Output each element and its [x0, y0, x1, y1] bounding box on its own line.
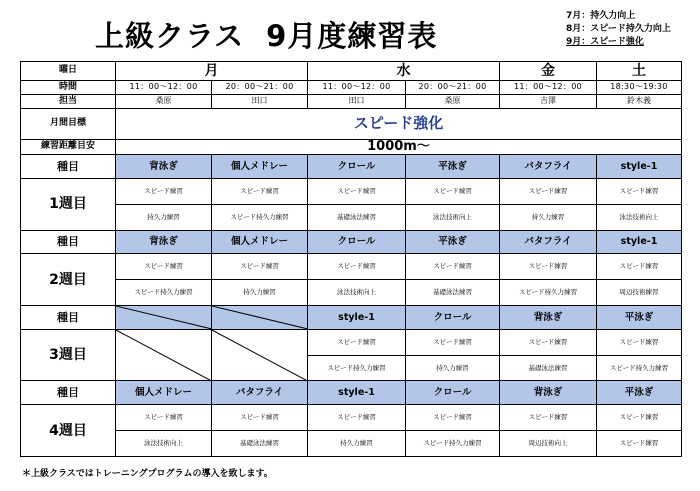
drill-cell: 周辺技術向上 [500, 431, 597, 457]
drill-cell: 持久力練習 [308, 431, 406, 457]
drill-cell: スピード練習 [406, 254, 500, 280]
goal-label: 月間目標 [21, 108, 116, 139]
time-label: 時間 [21, 80, 116, 94]
stroke-cell: 平泳ぎ [597, 305, 682, 329]
day-row [21, 62, 682, 81]
drill-cell: スピード持久力練習 [116, 280, 212, 306]
drill-cell: 周辺技術練習 [597, 280, 682, 306]
drill-cell: スピード練習 [597, 178, 682, 204]
coach-cell: 鈴木義 [597, 95, 682, 108]
week-label: 2週目 [21, 254, 116, 306]
stroke-cell: style-1 [308, 381, 406, 405]
time-cell: 20：00～21：00 [406, 80, 500, 94]
drill-cell: 泳法技術向上 [597, 204, 682, 230]
stroke-cell: バタフライ [500, 230, 597, 254]
stroke-label: 種目 [21, 155, 116, 179]
coach-cell: 田口 [308, 95, 406, 108]
stroke-cell: 平泳ぎ [597, 381, 682, 405]
coach-label: 担当 [21, 95, 116, 108]
stroke-row-week2 [21, 230, 682, 254]
drill-cell: スピード練習 [212, 254, 308, 280]
stroke-cell: 平泳ぎ [406, 230, 500, 254]
page-title [95, 14, 437, 55]
legend-item-current: 9月：スピード強化 [566, 37, 644, 47]
drill-cell: スピード練習 [597, 405, 682, 431]
drill-cell: スピード練習 [308, 405, 406, 431]
drill-cell: 基礎泳法練習 [212, 431, 308, 457]
drill-row [21, 178, 682, 204]
week-label: 1週目 [21, 178, 116, 230]
drill-cell: 泳法技術向上 [406, 204, 500, 230]
stroke-cell: クロール [406, 305, 500, 329]
stroke-cell: 背泳ぎ [116, 155, 212, 179]
distance-row [21, 139, 682, 155]
week-label: 3週目 [21, 329, 116, 381]
time-cell: 11：00～12：00 [500, 80, 597, 94]
drill-cell: 持久力練習 [406, 355, 500, 381]
drill-row [21, 405, 682, 431]
drill-cell: 持久力練習 [116, 204, 212, 230]
drill-cell: スピード持久力練習 [597, 355, 682, 381]
drill-cell: スピード練習 [500, 178, 597, 204]
day-monday: 月 [116, 62, 308, 81]
day-label: 曜日 [21, 62, 116, 81]
stroke-row-week1 [21, 155, 682, 179]
drill-cell: スピード練習 [212, 178, 308, 204]
drill-cell: 持久力練習 [500, 204, 597, 230]
drill-cell: スピード持久力練習 [406, 431, 500, 457]
no-class-cell [116, 305, 212, 329]
coach-cell: 桑原 [406, 95, 500, 108]
stroke-cell: style-1 [597, 155, 682, 179]
goal-row [21, 108, 682, 139]
monthly-goal: スピード強化 [116, 108, 682, 139]
no-class-cell [212, 329, 308, 381]
stroke-cell: 背泳ぎ [116, 230, 212, 254]
stroke-cell: クロール [406, 381, 500, 405]
distance-target: 1000m～ [116, 139, 682, 155]
stroke-row-week3 [21, 305, 682, 329]
drill-cell: スピード練習 [212, 405, 308, 431]
drill-cell: スピード練習 [597, 431, 682, 457]
stroke-cell: style-1 [597, 230, 682, 254]
drill-cell: スピード練習 [500, 329, 597, 355]
drill-cell: スピード練習 [116, 405, 212, 431]
drill-cell: スピード持久力練習 [308, 355, 406, 381]
drill-cell: スピード練習 [597, 329, 682, 355]
stroke-cell: 個人メドレー [212, 155, 308, 179]
drill-cell: スピード練習 [597, 254, 682, 280]
no-class-cell [212, 305, 308, 329]
day-wednesday: 水 [308, 62, 500, 81]
drill-cell: スピード練習 [116, 178, 212, 204]
day-saturday: 土 [597, 62, 682, 81]
stroke-label: 種目 [21, 305, 116, 329]
week-label: 4週目 [21, 405, 116, 457]
coach-cell: 田口 [212, 95, 308, 108]
drill-cell: 泳法技術向上 [116, 431, 212, 457]
coach-cell: 桑原 [116, 95, 212, 108]
drill-cell: 基礎泳法練習 [308, 204, 406, 230]
time-row [21, 80, 682, 94]
stroke-cell: 背泳ぎ [500, 381, 597, 405]
stroke-cell: クロール [308, 230, 406, 254]
day-friday: 金 [500, 62, 597, 81]
drill-cell: スピード練習 [500, 254, 597, 280]
drill-row [21, 254, 682, 280]
stroke-cell: style-1 [308, 305, 406, 329]
coach-row [21, 95, 682, 108]
drill-row [21, 204, 682, 230]
schedule-table [20, 61, 682, 457]
drill-cell: スピード練習 [308, 329, 406, 355]
stroke-cell: バタフライ [500, 155, 597, 179]
stroke-cell: 平泳ぎ [406, 155, 500, 179]
stroke-cell: バタフライ [212, 381, 308, 405]
stroke-cell: 個人メドレー [116, 381, 212, 405]
drill-cell: スピード練習 [406, 178, 500, 204]
drill-row [21, 431, 682, 457]
drill-cell: 持久力練習 [212, 280, 308, 306]
drill-cell: スピード持久力練習 [500, 280, 597, 306]
drill-cell: スピード練習 [500, 405, 597, 431]
drill-row [21, 329, 682, 355]
footnote: ＊上級クラスではトレーニングプログラムの導入を致します。 [22, 469, 273, 479]
drill-cell: スピード持久力練習 [212, 204, 308, 230]
time-cell: 11：00～12：00 [116, 80, 212, 94]
title-month: 9月度練習表 [266, 19, 438, 53]
coach-cell: 吉澤 [500, 95, 597, 108]
stroke-cell: 個人メドレー [212, 230, 308, 254]
drill-cell: スピード練習 [308, 178, 406, 204]
drill-row [21, 280, 682, 306]
stroke-row-week4 [21, 381, 682, 405]
drill-cell: スピード練習 [308, 254, 406, 280]
time-cell: 11：00～12：00 [308, 80, 406, 94]
monthly-goal-legend [566, 10, 671, 49]
drill-cell: 基礎泳法練習 [406, 280, 500, 306]
title-class: 上級クラス [95, 19, 245, 53]
legend-item: 7月：持久力向上 [566, 11, 636, 21]
no-class-cell [116, 329, 212, 381]
drill-cell: スピード練習 [116, 254, 212, 280]
drill-cell: スピード練習 [406, 329, 500, 355]
stroke-label: 種目 [21, 230, 116, 254]
stroke-cell: 背泳ぎ [500, 305, 597, 329]
stroke-cell: クロール [308, 155, 406, 179]
drill-cell: スピード練習 [406, 405, 500, 431]
time-cell: 20：00～21：00 [212, 80, 308, 94]
drill-cell: 基礎泳法練習 [500, 355, 597, 381]
stroke-label: 種目 [21, 381, 116, 405]
legend-item: 8月：スピード持久力向上 [566, 24, 671, 34]
time-cell: 18:30～19:30 [597, 80, 682, 94]
distance-label: 練習距離目安 [21, 139, 116, 155]
drill-cell: 泳法技術向上 [308, 280, 406, 306]
